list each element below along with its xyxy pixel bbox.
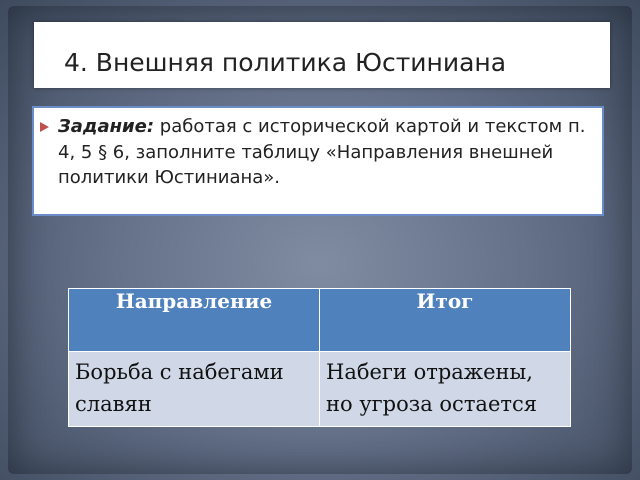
table-cell-result [320, 352, 571, 427]
slide-title: 4. Внешняя политика Юстиниана [64, 48, 507, 77]
task-text [58, 114, 604, 191]
title-box [34, 22, 610, 88]
task-body: работая с исторической картой и текстом п. 4, 5 § 6, заполните таблицу «Направления внешней политики Юстиниана». [58, 116, 586, 188]
table-header-direction: Направление [69, 289, 320, 352]
task-label: Задание: [58, 116, 155, 137]
table-cell-direction [69, 352, 320, 427]
task-box [32, 106, 604, 216]
table-header-result: Итог [320, 289, 571, 352]
cell-text-result: Набеги отражены, но угроза остается [326, 360, 538, 416]
bullet-icon [40, 122, 49, 132]
table-header-row [69, 289, 571, 352]
directions-table [68, 288, 571, 427]
cell-text-direction: Борьба с набегами славян [75, 360, 284, 416]
table-row [69, 352, 571, 427]
